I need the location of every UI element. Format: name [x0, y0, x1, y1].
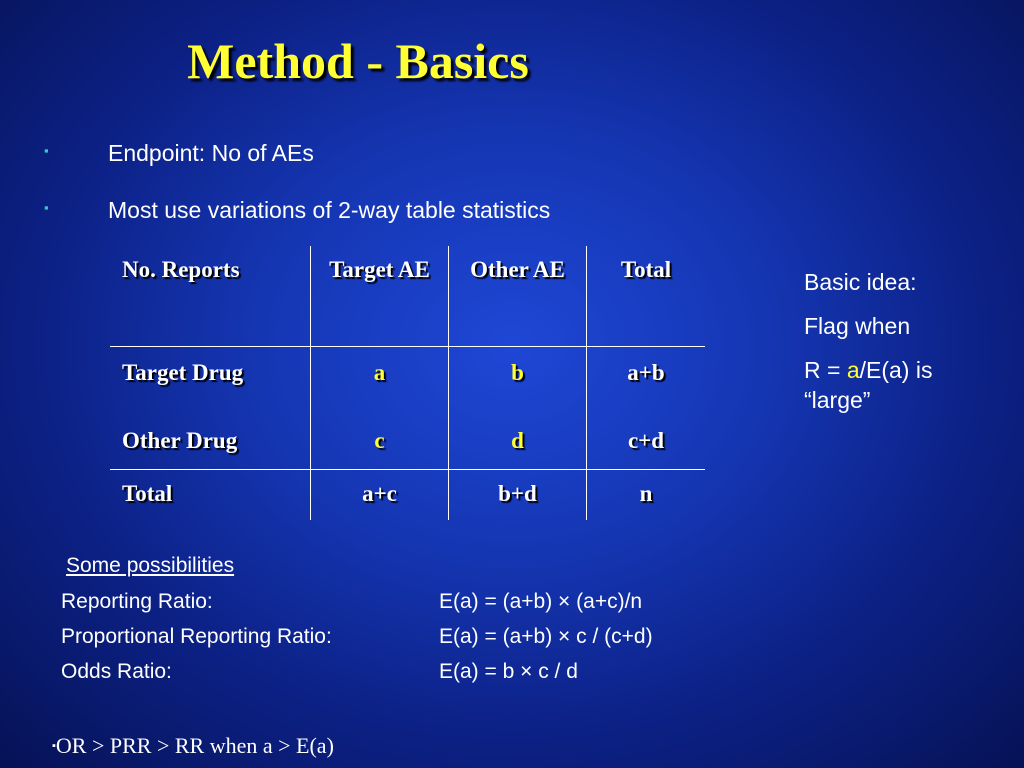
table-row [110, 415, 705, 470]
possibility-label: Proportional Reporting Ratio: [61, 625, 332, 648]
table-row [110, 347, 705, 416]
possibilities-heading: Some possibilities [66, 554, 235, 577]
table-cell: b [449, 347, 587, 416]
table-cell: c [311, 415, 449, 470]
formula-prefix: R = [804, 357, 847, 383]
table-cell: b+d [449, 470, 587, 521]
formula-highlight: a [846, 357, 860, 383]
table-cell: a [311, 347, 449, 416]
possibility-label: Reporting Ratio: [61, 590, 213, 613]
footer-note [52, 733, 334, 759]
basic-idea-line: Flag when [804, 313, 911, 339]
row-label: Total [122, 481, 173, 506]
bullet-text: Endpoint: No of AEs [108, 140, 314, 166]
table-cell: d [449, 415, 587, 470]
possibility-label: Odds Ratio: [61, 660, 172, 683]
table-header-row [110, 246, 705, 347]
possibility-formula: E(a) = b × c / d [439, 660, 578, 683]
bullet-marker-icon: ▪ [52, 740, 56, 752]
header-cell: Target AE [311, 246, 449, 347]
possibility-formula: E(a) = (a+b) × c / (c+d) [439, 625, 653, 648]
footer-text: OR > PRR > RR when a > E(a) [55, 733, 334, 758]
table-row [110, 470, 705, 521]
formula-suffix: /E(a) is [859, 357, 933, 383]
header-cell: Total [587, 246, 706, 347]
bullet-marker-icon: ▪ [44, 200, 49, 215]
table-cell: a+c [311, 470, 449, 521]
basic-idea-note [804, 260, 932, 415]
slide-title: Method - Basics [187, 33, 529, 89]
header-cell: No. Reports [110, 246, 311, 347]
formula-continuation: “large” [804, 387, 871, 413]
basic-idea-formula [804, 355, 932, 415]
table-cell: c+d [587, 415, 706, 470]
table-cell: n [587, 470, 706, 521]
header-cell: Other AE [449, 246, 587, 347]
bullet-marker-icon: ▪ [44, 143, 49, 158]
bullet-text: Most use variations of 2-way table statistics [108, 197, 551, 223]
basic-idea-line: Basic idea: [804, 269, 917, 295]
table-cell: a+b [587, 347, 706, 416]
possibility-formula: E(a) = (a+b) × (a+c)/n [439, 590, 643, 613]
contingency-table [110, 246, 705, 520]
row-label: Other Drug [110, 415, 311, 470]
row-label: Target Drug [122, 360, 244, 385]
